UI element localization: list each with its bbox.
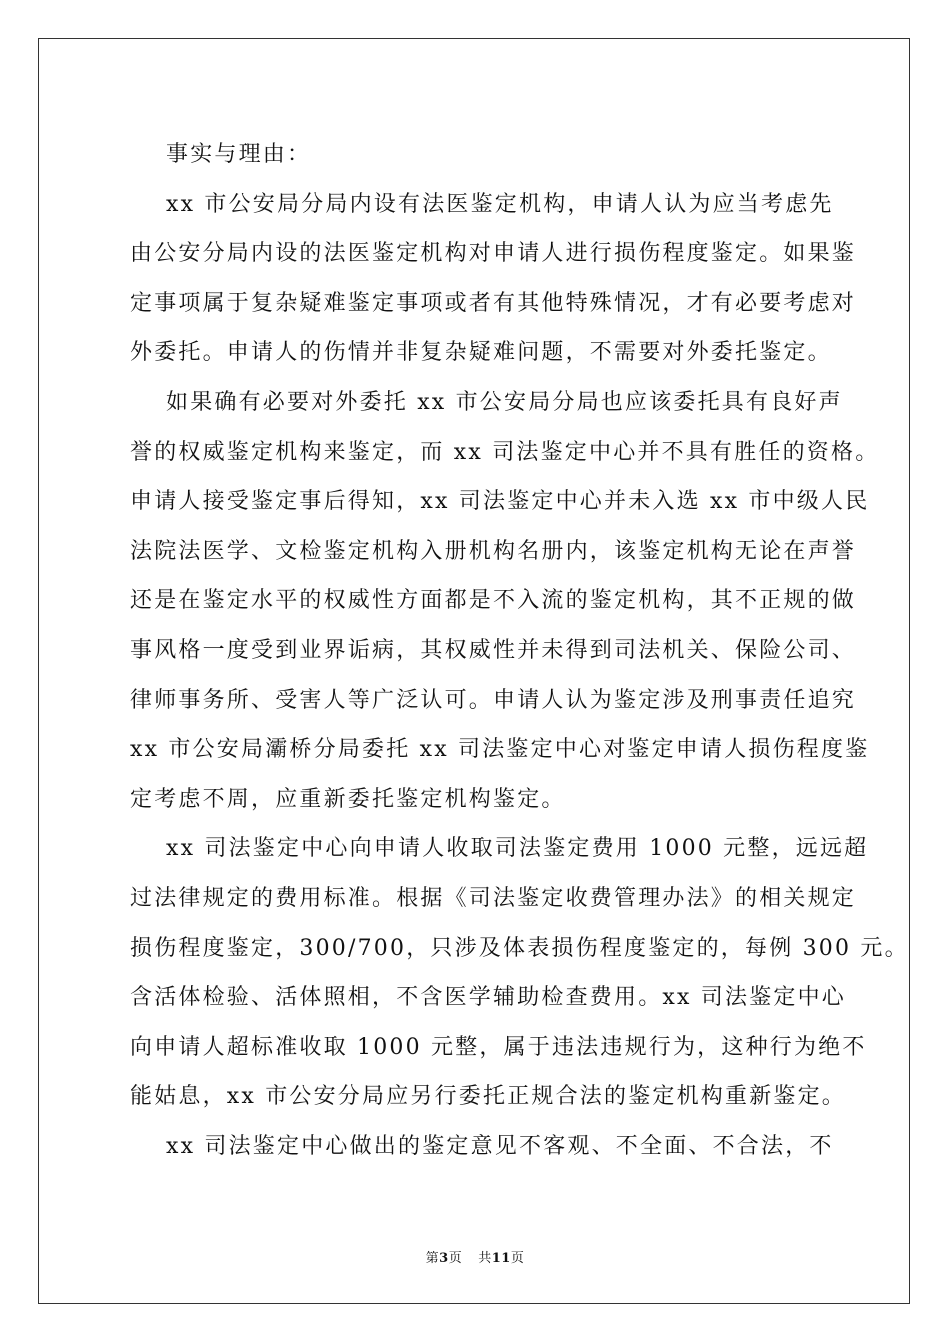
paragraph-4 [130, 1122, 840, 1172]
paragraph-3 [130, 824, 909, 1122]
text-line: 过法律规定的费用标准。根据《司法鉴定收费管理办法》的相关规定 [130, 885, 857, 911]
text-line: 申请人接受鉴定事后得知，xx 司法鉴定中心并未入选 xx 市中级人民 [130, 489, 870, 515]
text-line: 律师事务所、受害人等广泛认可。申请人认为鉴定涉及刑事责任追究 [130, 687, 857, 713]
text-line: xx 市公安局分局内设有法医鉴定机构，申请人认为应当考虑先 [166, 191, 834, 217]
text-line: 定事项属于复杂疑难鉴定事项或者有其他特殊情况，才有必要考虑对 [130, 290, 857, 316]
text-line: 定考虑不周，应重新委托鉴定机构鉴定。 [130, 786, 566, 812]
page-number: 3 [439, 1251, 449, 1266]
text-line: xx 司法鉴定中心向申请人收取司法鉴定费用 1000 元整，远远超 [166, 836, 869, 862]
heading-line: 事实与理由： [166, 142, 312, 167]
paragraph-2 [130, 378, 880, 824]
page-prefix: 第 [425, 1251, 440, 1266]
text-line: xx 司法鉴定中心做出的鉴定意见不客观、不全面、不合法，不 [166, 1133, 834, 1159]
text-line: 由公安分局内设的法医鉴定机构对申请人进行损伤程度鉴定。如果鉴 [130, 241, 857, 267]
text-line: 还是在鉴定水平的权威性方面都是不入流的鉴定机构，其不正规的做 [130, 588, 857, 614]
section-heading [130, 130, 840, 180]
text-line: 誉的权威鉴定机构来鉴定，而 xx 司法鉴定中心并不具有胜任的资格。 [130, 439, 880, 465]
total-prefix: 共 [478, 1251, 492, 1266]
document-body [130, 130, 909, 1171]
total-pages: 11 [491, 1251, 511, 1266]
text-line: 向申请人超标准收取 1000 元整，属于违法违规行为，这种行为绝不 [130, 1034, 867, 1060]
text-line: 能姑息，xx 市公安分局应另行委托正规合法的鉴定机构重新鉴定。 [130, 1084, 847, 1110]
text-line: 外委托。申请人的伤情并非复杂疑难问题，不需要对外委托鉴定。 [130, 340, 832, 366]
paragraph-1 [130, 180, 857, 378]
text-line: xx 市公安局灞桥分局委托 xx 司法鉴定中心对鉴定申请人损伤程度鉴 [130, 737, 870, 763]
text-line: 含活体检验、活体照相，不含医学辅助检查费用。xx 司法鉴定中心 [130, 985, 847, 1011]
text-line: 损伤程度鉴定，300/700，只涉及体表损伤程度鉴定的，每例 300 元。 [130, 935, 909, 961]
page-footer [0, 1247, 950, 1266]
page-suffix: 页 [448, 1251, 463, 1266]
text-line: 事风格一度受到业界诟病，其权威性并未得到司法机关、保险公司、 [130, 637, 857, 663]
text-line: 如果确有必要对外委托 xx 市公安局分局也应该委托具有良好声 [166, 389, 843, 415]
text-line: 法院法医学、文检鉴定机构入册机构名册内，该鉴定机构无论在声誉 [130, 538, 857, 564]
total-suffix: 页 [510, 1251, 525, 1266]
